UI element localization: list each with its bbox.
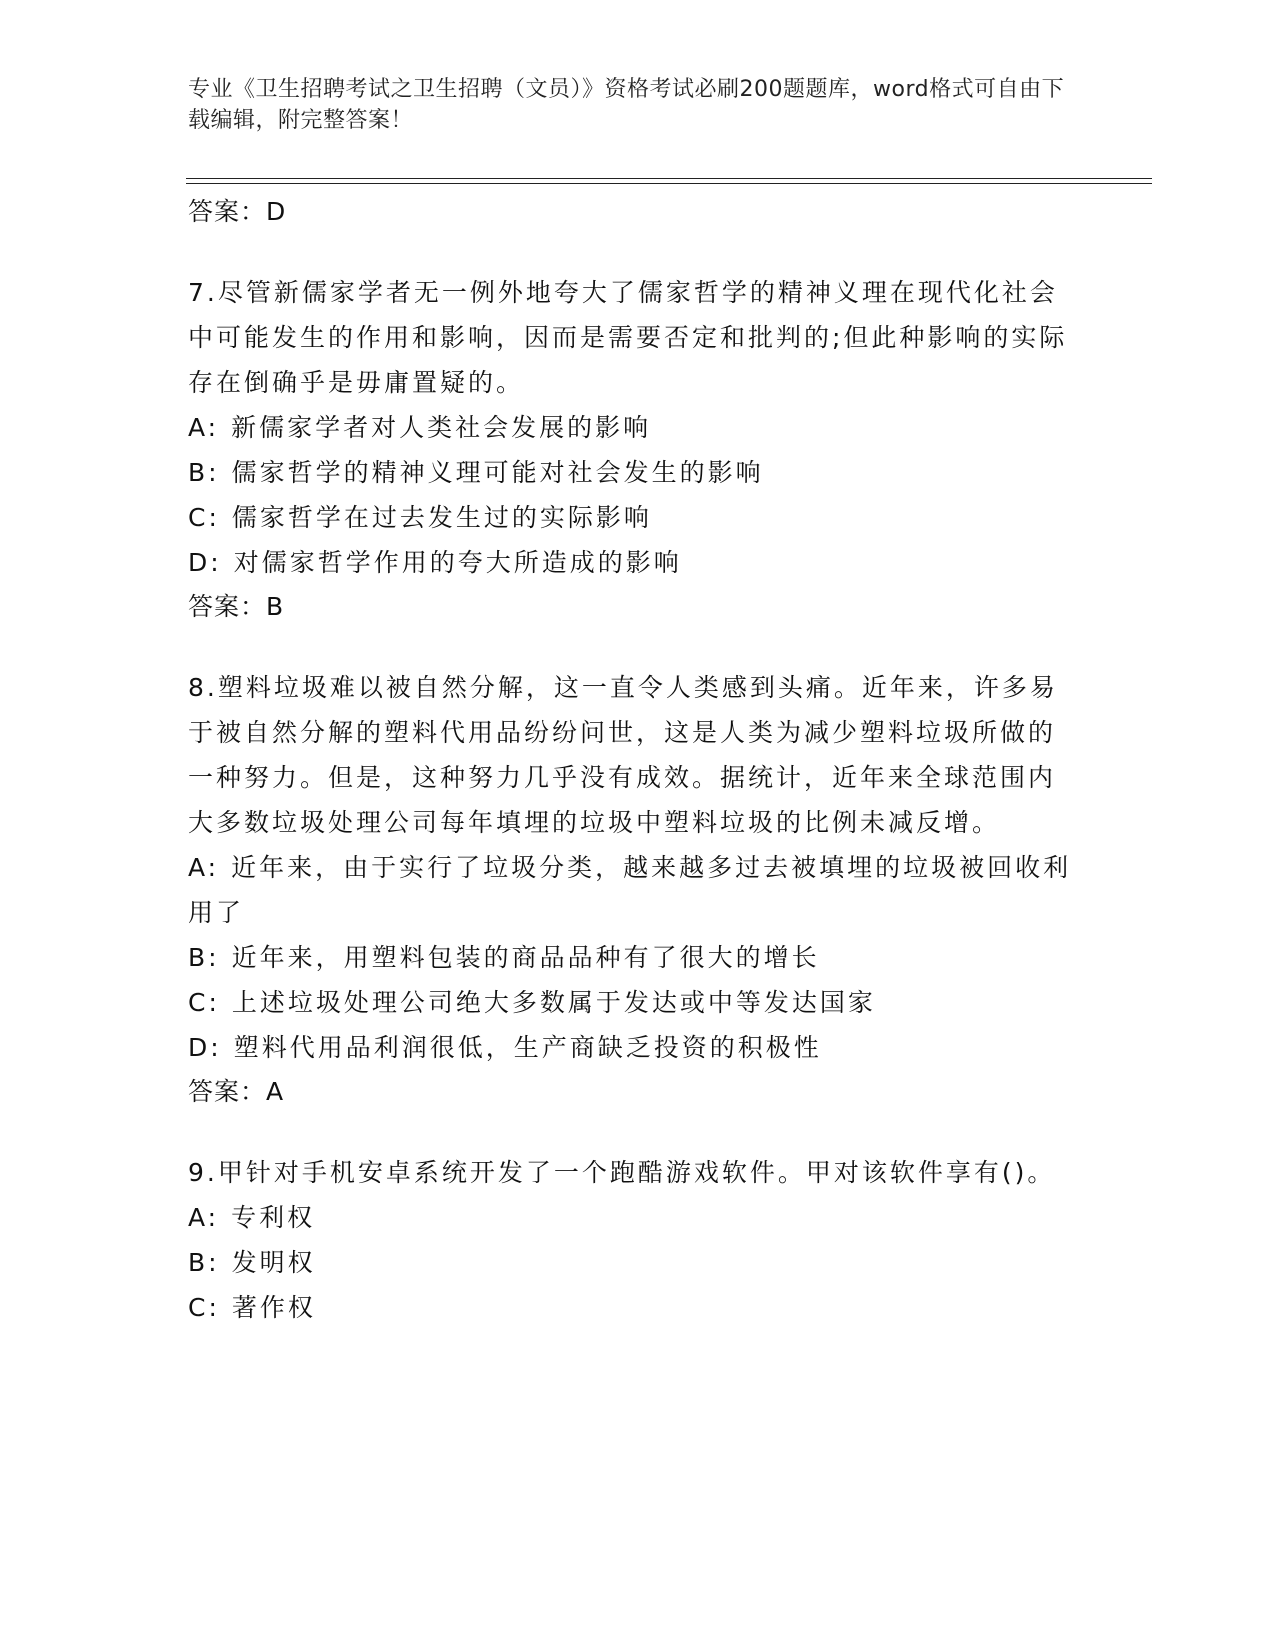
question-body: 尽管新儒家学者无一例外地夸大了儒家哲学的精神义理在现代化社会中可能发生的作用和影响，因而是需要否定和批判的;但此种影响的实际存在倒确乎是毋庸置疑的。: [188, 278, 1068, 397]
answer-line: [188, 585, 1078, 629]
answer-line: [188, 1070, 1078, 1114]
header-rule-bottom: [186, 183, 1152, 184]
option-b: [188, 450, 1078, 495]
option-text: 对儒家哲学作用的夸大所造成的影响: [233, 548, 682, 577]
option-c: [188, 1285, 1078, 1330]
question-text: [188, 1150, 1078, 1195]
answer-value: D: [266, 197, 287, 226]
option-text: 近年来，由于实行了垃圾分类，越来越多过去被填埋的垃圾被回收利用了: [188, 853, 1072, 927]
answer-value: A: [266, 1077, 285, 1106]
header-rule-top: [186, 178, 1152, 179]
answer-value: B: [266, 592, 285, 621]
question-number: 7.: [188, 278, 218, 307]
option-letter: B:: [188, 458, 220, 487]
header-title: 专业《卫生招聘考试之卫生招聘（文员）》资格考试必刷200题题库，word格式可自由下载编辑，附完整答案！: [188, 77, 1065, 133]
option-d: [188, 540, 1078, 585]
option-text: 新儒家学者对人类社会发展的影响: [231, 413, 652, 442]
question-text: [188, 665, 1078, 845]
option-letter: B:: [188, 1248, 220, 1277]
question-body: 塑料垃圾难以被自然分解，这一直令人类感到头痛。近年来，许多易于被自然分解的塑料代用品纷纷问世，这是人类为减少塑料垃圾所做的一种努力。但是，这种努力几乎没有成效。据统计，近年来全球范围内大多数垃圾处理公司每年填埋的垃圾中塑料垃圾的比例未减反增。: [188, 673, 1058, 837]
option-a: [188, 845, 1078, 935]
option-b: [188, 1240, 1078, 1285]
option-text: 上述垃圾处理公司绝大多数属于发达或中等发达国家: [231, 988, 876, 1017]
option-c: [188, 980, 1078, 1025]
option-letter: A:: [188, 853, 220, 882]
answer-label: 答案：: [188, 1077, 267, 1106]
question-body: 甲针对手机安卓系统开发了一个跑酷游戏软件。甲对该软件享有()。: [217, 1158, 1056, 1187]
option-letter: C:: [188, 503, 220, 532]
question-number: 8.: [188, 673, 218, 702]
option-a: [188, 1195, 1078, 1240]
question-number: 9.: [188, 1158, 218, 1187]
option-text: 塑料代用品利润很低，生产商缺乏投资的积极性: [233, 1033, 822, 1062]
option-c: [188, 495, 1078, 540]
option-text: 儒家哲学在过去发生过的实际影响: [231, 503, 652, 532]
document-body: [188, 190, 1078, 1330]
option-text: 近年来，用塑料包装的商品品种有了很大的增长: [231, 943, 820, 972]
option-text: 发明权: [231, 1248, 316, 1277]
question-text: [188, 270, 1078, 405]
option-letter: C:: [188, 1293, 220, 1322]
document-header: [188, 74, 1068, 136]
option-letter: D:: [188, 548, 222, 577]
option-letter: B:: [188, 943, 220, 972]
option-text: 专利权: [231, 1203, 316, 1232]
option-text: 儒家哲学的精神义理可能对社会发生的影响: [231, 458, 764, 487]
answer-label: 答案：: [188, 592, 267, 621]
option-letter: D:: [188, 1033, 222, 1062]
answer-line: [188, 190, 1078, 234]
option-a: [188, 405, 1078, 450]
option-letter: A:: [188, 413, 220, 442]
option-b: [188, 935, 1078, 980]
answer-label: 答案：: [188, 197, 267, 226]
option-text: 著作权: [231, 1293, 316, 1322]
option-letter: C:: [188, 988, 220, 1017]
option-d: [188, 1025, 1078, 1070]
option-letter: A:: [188, 1203, 220, 1232]
